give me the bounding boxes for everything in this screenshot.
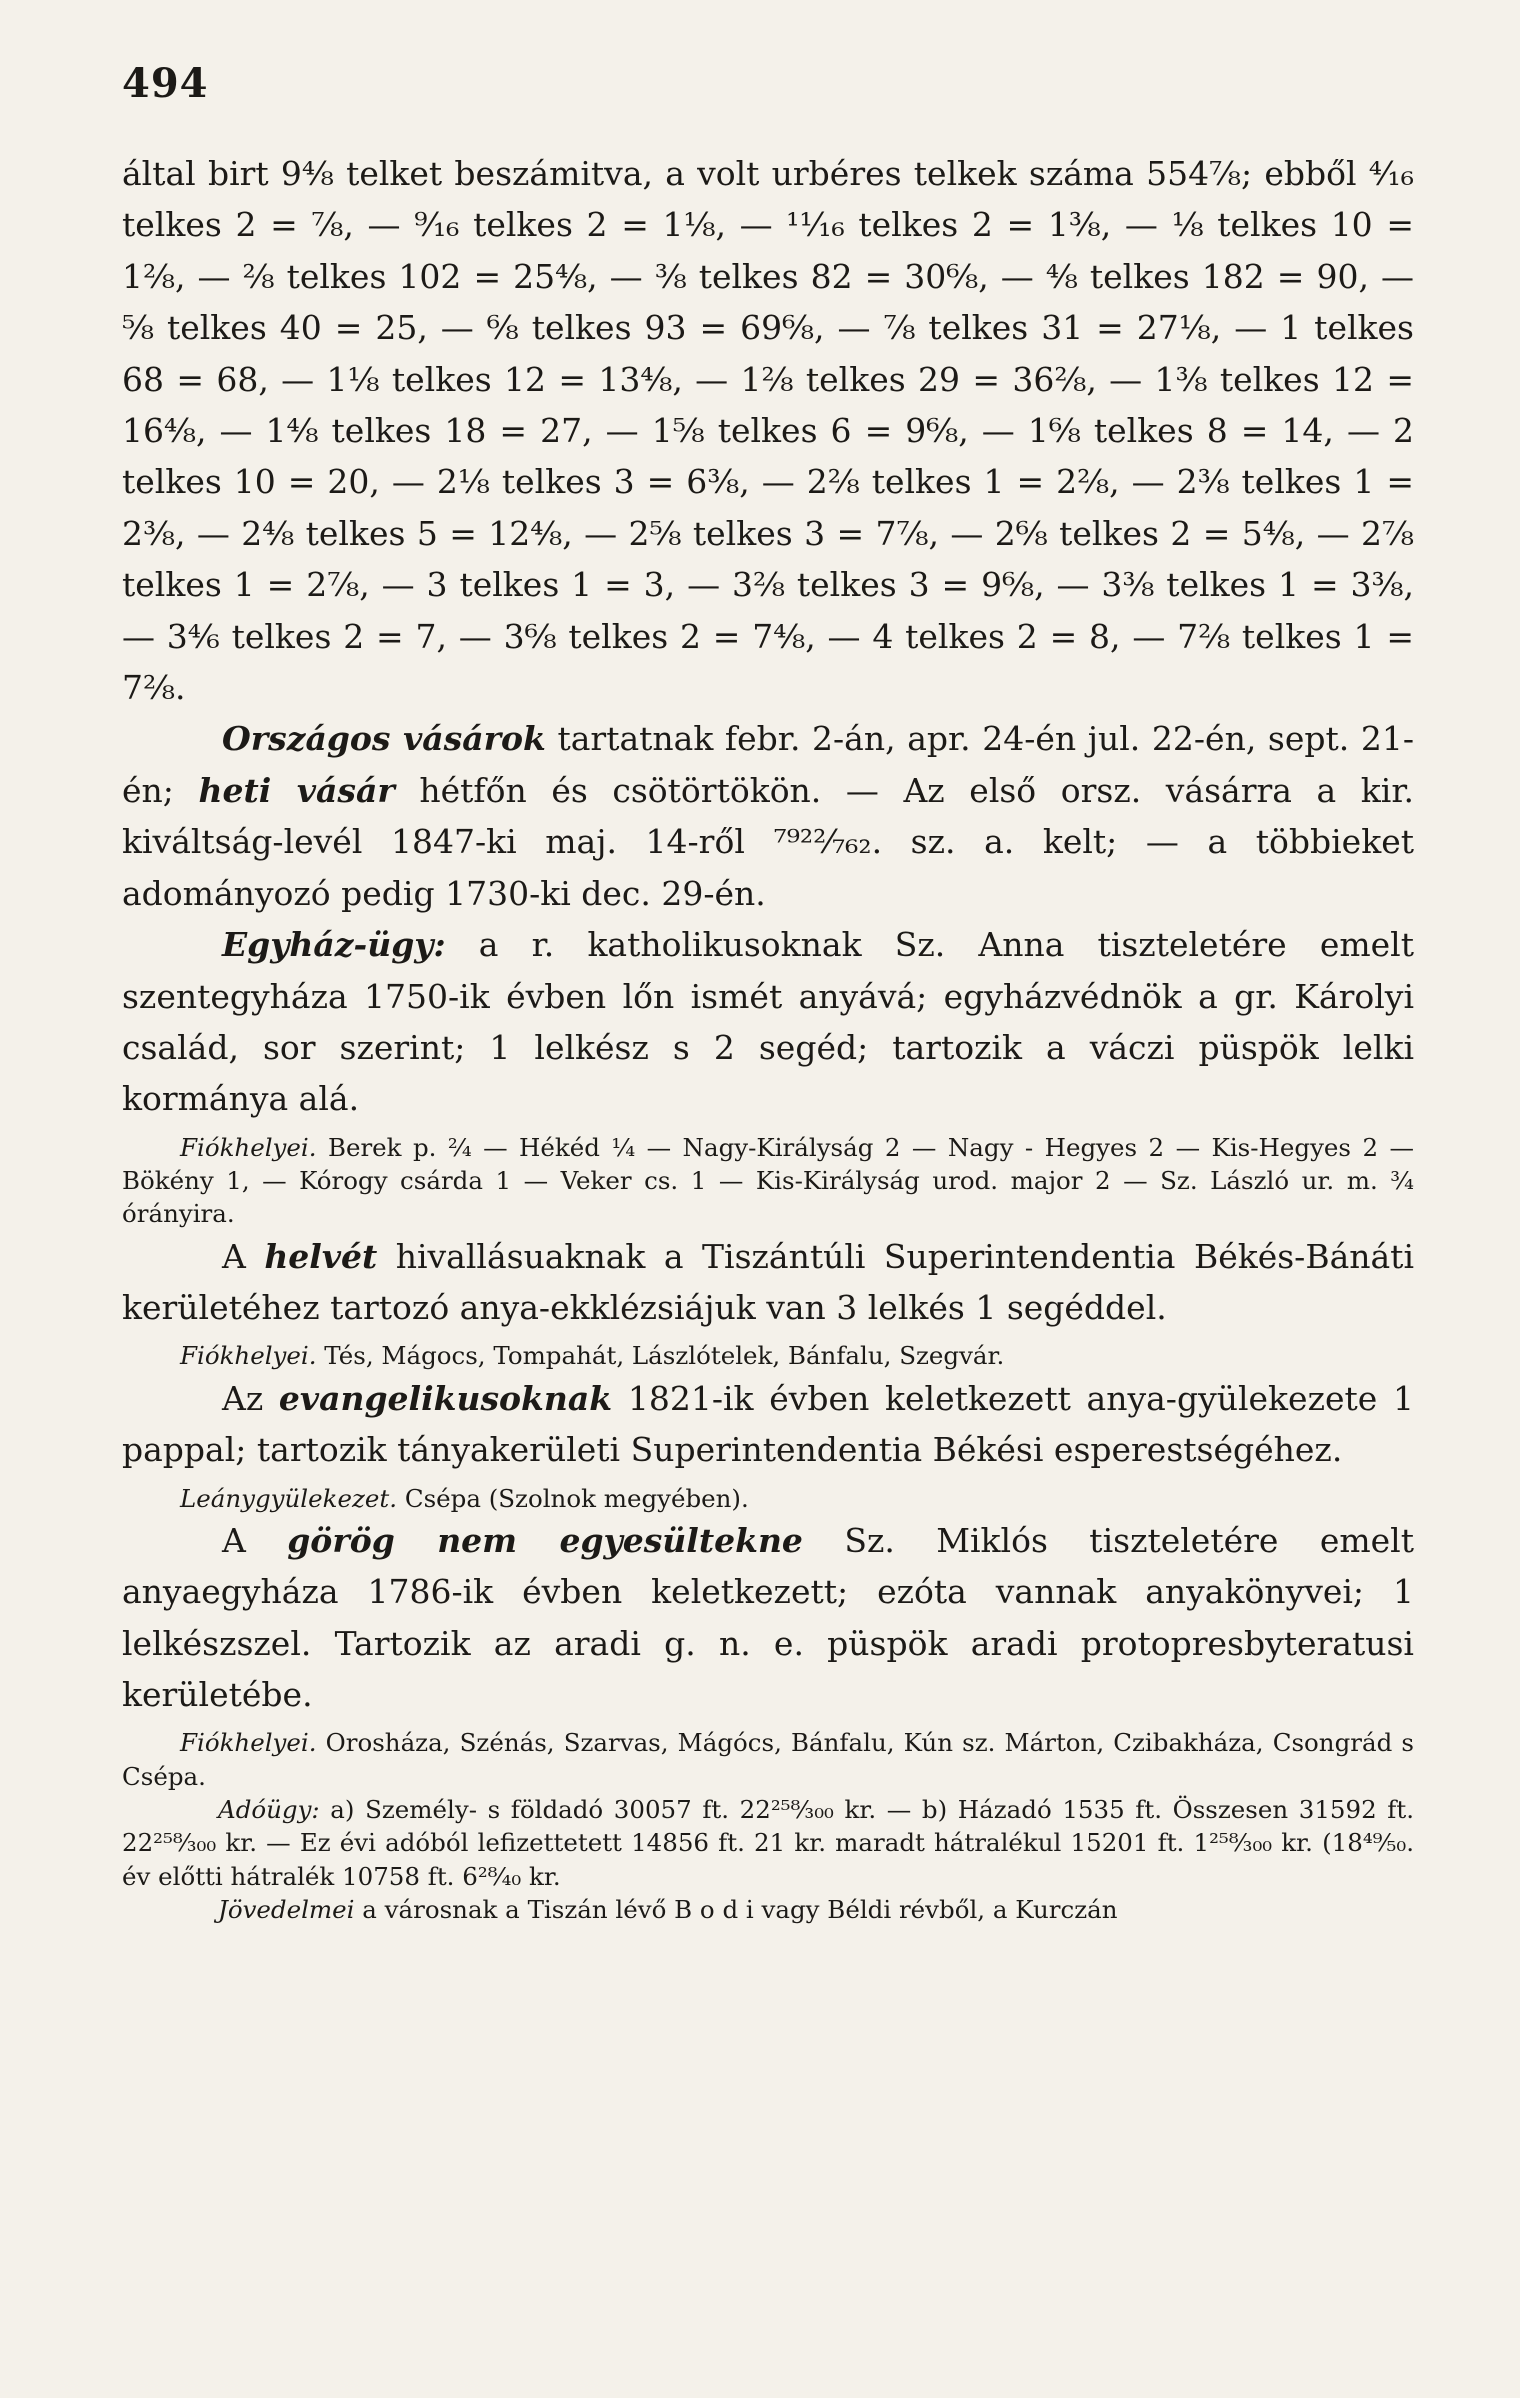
evangelikus-pre: Az [222,1378,279,1418]
note-fiokhelyei-2 [122,1339,1414,1372]
term-jovedelmei: Jövedelmei [218,1894,355,1924]
paragraph-helvet [122,1231,1414,1334]
helvet-pre: A [222,1236,265,1276]
gorog-text: Sz. Miklós tiszteletére emelt anyaegyháza 1786-ik évben keletkezett; ezóta vannak anyakönyvei; 1 lelkészszel. Tartozik az aradi g. n. e. püspök aradi protopresbyteratusi kerületébe. [122,1520,1414,1715]
term-heti-vasar: heti vásár [198,770,395,810]
term-egyhaz-ugy: Egyház-ügy: [222,925,446,965]
term-fiokhelyei-2: Fiókhelyei. [180,1341,317,1371]
note-leanygyulekezet [122,1482,1414,1515]
vasarok-text-1: tartatnak febr. 2-án, apr. 24-én jul. 22-én, sept. 21-én; [122,719,1414,810]
paragraph-telkek: által birt 9⁴⁄₈ telket beszámitva, a volt urbéres telkek száma 554⁷⁄₈; ebből ⁴⁄₁₆ telkes 2 = ⁷⁄₈, — ⁹⁄₁₆ telkes 2 = 1¹⁄₈, — ¹¹⁄₁₆ telkes 2 = 1³⁄₈, — ¹⁄₈ telkes 10 = 1²⁄₈, — ²⁄₈ telkes 102 = 25⁴⁄₈, — ³⁄₈ telkes 82 = 30⁶⁄₈, — ⁴⁄₈ telkes 182 = 90, — ⁵⁄₈ telkes 40 = 25, — ⁶⁄₈ telkes 93 = 69⁶⁄₈, — ⁷⁄₈ telkes 31 = 27¹⁄₈, — 1 telkes 68 = 68, — 1¹⁄₈ telkes 12 = 13⁴⁄₈, — 1²⁄₈ telkes 29 = 36²⁄₈, — 1³⁄₈ telkes 12 = 16⁴⁄₈, — 1⁴⁄₈ telkes 18 = 27, — 1⁵⁄₈ telkes 6 = 9⁶⁄₈, — 1⁶⁄₈ telkes 8 = 14, — 2 telkes 10 = 20, — 2¹⁄₈ telkes 3 = 6³⁄₈, — 2²⁄₈ telkes 1 = 2²⁄₈, — 2³⁄₈ telkes 1 = 2³⁄₈, — 2⁴⁄₈ telkes 5 = 12⁴⁄₈, — 2⁵⁄₈ telkes 3 = 7⁷⁄₈, — 2⁶⁄₈ telkes 2 = 5⁴⁄₈, — 2⁷⁄₈ telkes 1 = 2⁷⁄₈, — 3 telkes 1 = 3, — 3²⁄₈ telkes 3 = 9⁶⁄₈, — 3³⁄₈ telkes 1 = 3³⁄₈, — 3⁴⁄₆ telkes 2 = 7, — 3⁶⁄₈ telkes 2 = 7⁴⁄₈, — 4 telkes 2 = 8, — 7²⁄₈ telkes 1 = 7²⁄₈. [122,154,1414,708]
note-fiokhelyei-1 [122,1131,1414,1231]
fiokhelyei-2-text: Tés, Mágocs, Tompahát, Lászlótelek, Bánfalu, Szegvár. [316,1341,1005,1371]
egyhaz-text: a r. katholikusoknak Sz. Anna tiszteletére emelt szentegyháza 1750-ik évben lőn ismét anyává; egyházvédnök a gr. Károlyi család, sor szerint; 1 lelkész s 2 segéd; tartozik a váczi püspök lelki kormánya alá. [122,925,1414,1119]
term-helvet: helvét [264,1236,378,1276]
term-fiokhelyei-3: Fiókhelyei. [180,1728,317,1758]
term-orszagos-vasarok: Országos vásárok [222,719,546,759]
term-leanygyulekezet: Leánygyülekezet. [180,1483,398,1513]
note-adougy [122,1793,1414,1893]
paragraph-vasarok [122,713,1414,919]
fiokhelyei-3-text: Orosháza, Szénás, Szarvas, Mágócs, Bánfalu, Kún sz. Márton, Czibakháza, Csongrád s Csépa. [122,1728,1414,1791]
note-jovedelmei [122,1893,1414,1926]
fiokhelyei-1-text: Berek p. ²⁄₄ — Hékéd ¹⁄₄ — Nagy-Királyság 2 — Nagy - Hegyes 2 — Kis-Hegyes 2 — Bökény 1, — Kórogy csárda 1 — Veker cs. 1 — Kis-Királyság urod. major 2 — Sz. László ur. m. ³⁄₄ órányira. [122,1132,1414,1229]
page-body [122,148,1414,1926]
helvet-text: hivallásuaknak a Tiszántúli Superintendentia Békés-Bánáti kerületéhez tartozó anya-ekklézsiájuk van 3 lelkés 1 segéddel. [122,1236,1414,1328]
evangelikus-text: 1821-ik évben keletkezett anya-gyülekezete 1 pappal; tartozik tányakerületi Superintendentia Békési esperestségéhez. [122,1378,1414,1470]
term-evangelikus: evangelikusoknak [278,1378,613,1418]
page-number: 494 [122,60,209,107]
gorog-pre: A [222,1520,288,1560]
jovedelmei-text: a városnak a Tiszán lévő B o d i vagy Béldi révből, a Kurczán [354,1894,1118,1924]
term-adougy: Adóügy: [218,1795,320,1825]
term-fiokhelyei-1: Fiókhelyei. [180,1132,317,1162]
paragraph-evangelikus [122,1373,1414,1476]
vasarok-text-2: hétfőn és csötörtökön. — Az első orsz. vásárra a kir. kiváltság-levél 1847-ki maj. 14-ről ⁷⁹²²⁄₇₆₂. sz. a. kelt; — a többieket adományozó pedig 1730-ki dec. 29-én. [122,770,1414,913]
paragraph-egyhaz [122,919,1414,1125]
leanygyulekezet-text: Csépa (Szolnok megyében). [397,1483,749,1513]
adougy-text: a) Személy- s földadó 30057 ft. 22²⁵⁸⁄₃₀₀ kr. — b) Házadó 1535 ft. Összesen 31592 ft. 22²⁵⁸⁄₃₀₀ kr. — Ez évi adóból lefizettetett 14856 ft. 21 kr. maradt hátralékul 15201 ft. 1²⁵⁸⁄₃₀₀ kr. (18⁴⁹⁄₅₀. év előtti hátralék 10758 ft. 6²⁸⁄₄₀ kr. [122,1795,1414,1891]
term-gorog: görög nem egyesültekne [287,1520,803,1560]
note-fiokhelyei-3 [122,1726,1414,1793]
paragraph-gorog [122,1515,1414,1721]
